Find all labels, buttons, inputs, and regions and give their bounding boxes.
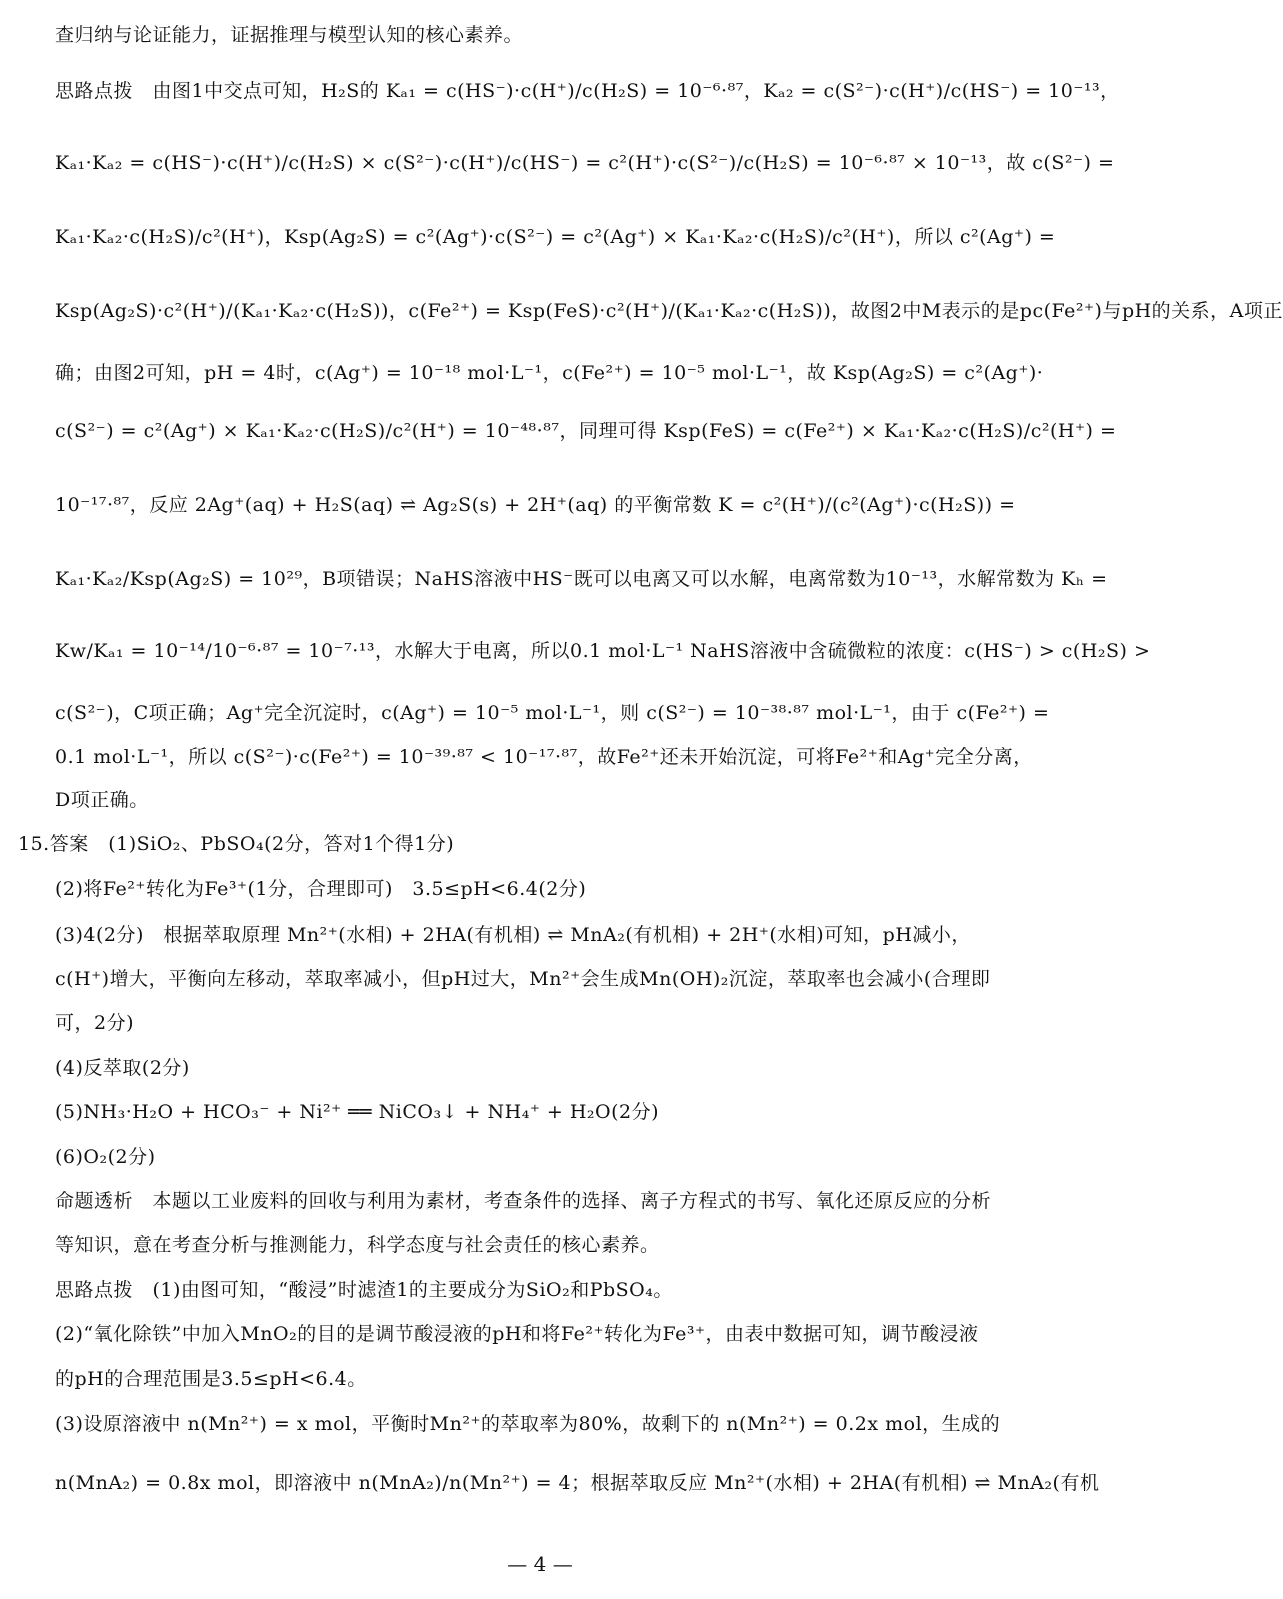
answer-item: (4)反萃取(2分)	[55, 1057, 190, 1079]
text-line: c(S²⁻)，C项正确；Ag⁺完全沉淀时，c(Ag⁺) = 10⁻⁵ mol·L⁻¹，则 c(S²⁻) = 10⁻³⁸·⁸⁷ mol·L⁻¹，由于 c(Fe²⁺) =	[55, 702, 1050, 724]
text-line: 的pH的合理范围是3.5≤pH<6.4。	[55, 1368, 367, 1390]
text-line: 确；由图2可知，pH = 4时，c(Ag⁺) = 10⁻¹⁸ mol·L⁻¹，c(Fe²⁺) = 10⁻⁵ mol·L⁻¹，故 Ksp(Ag₂S) = c²(Ag⁺)·	[55, 362, 1044, 384]
text-line: 思路点拨 由图1中交点可知，H₂S的 Kₐ₁ = c(HS⁻)·c(H⁺)/c(H₂S) = 10⁻⁶·⁸⁷，Kₐ₂ = c(S²⁻)·c(H⁺)/c(HS⁻) = 10⁻¹³，	[55, 80, 1120, 102]
text-line: 命题透析 本题以工业废料的回收与利用为素材，考查条件的选择、离子方程式的书写、氧化还原反应的分析	[55, 1190, 992, 1212]
text-line: 查归纳与论证能力，证据推理与模型认知的核心素养。	[55, 24, 524, 46]
text-line: Kₐ₁·Kₐ₂·c(H₂S)/c²(H⁺)，Ksp(Ag₂S) = c²(Ag⁺)·c(S²⁻) = c²(Ag⁺) × Kₐ₁·Kₐ₂·c(H₂S)/c²(H⁺)，所以 c²(Ag⁺) =	[55, 226, 1056, 248]
text-line: c(H⁺)增大，平衡向左移动，萃取率减小，但pH过大，Mn²⁺会生成Mn(OH)₂沉淀，萃取率也会减小(合理即	[55, 968, 991, 990]
answer-item: (3)4(2分) 根据萃取原理 Mn²⁺(水相) + 2HA(有机相) ⇌ MnA₂(有机相) + 2H⁺(水相)可知，pH减小，	[55, 924, 971, 946]
text-line: 思路点拨 (1)由图可知，“酸浸”时滤渣1的主要成分为SiO₂和PbSO₄。	[55, 1279, 673, 1301]
page-number: — 4 —	[507, 1552, 573, 1576]
text-line: Kₐ₁·Kₐ₂ = c(HS⁻)·c(H⁺)/c(H₂S) × c(S²⁻)·c(H⁺)/c(HS⁻) = c²(H⁺)·c(S²⁻)/c(H₂S) = 10⁻⁶·⁸⁷ × 10⁻¹³，故 c(S²⁻) =	[55, 152, 1115, 174]
text-line: 0.1 mol·L⁻¹，所以 c(S²⁻)·c(Fe²⁺) = 10⁻³⁹·⁸⁷ < 10⁻¹⁷·⁸⁷，故Fe²⁺还未开始沉淀，可将Fe²⁺和Ag⁺完全分离，	[55, 746, 1033, 768]
text-line: Ksp(Ag₂S)·c²(H⁺)/(Kₐ₁·Kₐ₂·c(H₂S))，c(Fe²⁺) = Ksp(FeS)·c²(H⁺)/(Kₐ₁·Kₐ₂·c(H₂S))，故图2中M表示的是pc(Fe²⁺)与pH的关系，A项正	[55, 300, 1283, 322]
text-line: (2)“氧化除铁”中加入MnO₂的目的是调节酸浸液的pH和将Fe²⁺转化为Fe³⁺，由表中数据可知，调节酸浸液	[55, 1323, 979, 1345]
answer-item: (2)将Fe²⁺转化为Fe³⁺(1分，合理即可) 3.5≤pH<6.4(2分)	[55, 878, 587, 900]
text-line: Kw/Kₐ₁ = 10⁻¹⁴/10⁻⁶·⁸⁷ = 10⁻⁷·¹³，水解大于电离，所以0.1 mol·L⁻¹ NaHS溶液中含硫微粒的浓度：c(HS⁻) > c(H₂S) >	[55, 640, 1151, 662]
answer-item: (6)O₂(2分)	[55, 1146, 156, 1168]
answer-item: (5)NH₃·H₂O + HCO₃⁻ + Ni²⁺ ══ NiCO₃↓ + NH₄⁺ + H₂O(2分)	[55, 1101, 660, 1123]
text-line: 等知识，意在考查分析与推测能力，科学态度与社会责任的核心素养。	[55, 1234, 660, 1256]
text-line: (3)设原溶液中 n(Mn²⁺) = x mol，平衡时Mn²⁺的萃取率为80%，故剩下的 n(Mn²⁺) = 0.2x mol，生成的	[55, 1413, 1001, 1435]
text-line: D项正确。	[55, 789, 149, 811]
text-line: 10⁻¹⁷·⁸⁷，反应 2Ag⁺(aq) + H₂S(aq) ⇌ Ag₂S(s) + 2H⁺(aq) 的平衡常数 K = c²(H⁺)/(c²(Ag⁺)·c(H₂S)) =	[55, 494, 1016, 516]
text-line: 可，2分)	[55, 1012, 135, 1034]
text-line: c(S²⁻) = c²(Ag⁺) × Kₐ₁·Kₐ₂·c(H₂S)/c²(H⁺) = 10⁻⁴⁸·⁸⁷，同理可得 Ksp(FeS) = c(Fe²⁺) × Kₐ₁·Kₐ₂·c(H₂S)/c²(H⁺) =	[55, 420, 1117, 442]
answer-header: 15.答案 (1)SiO₂、PbSO₄(2分，答对1个得1分)	[18, 833, 455, 855]
text-line: n(MnA₂) = 0.8x mol，即溶液中 n(MnA₂)/n(Mn²⁺) = 4；根据萃取反应 Mn²⁺(水相) + 2HA(有机相) ⇌ MnA₂(有机	[55, 1472, 1100, 1494]
text-line: Kₐ₁·Kₐ₂/Ksp(Ag₂S) = 10²⁹，B项错误；NaHS溶液中HS⁻既可以电离又可以水解，电离常数为10⁻¹³，水解常数为 Kₕ =	[55, 568, 1108, 590]
